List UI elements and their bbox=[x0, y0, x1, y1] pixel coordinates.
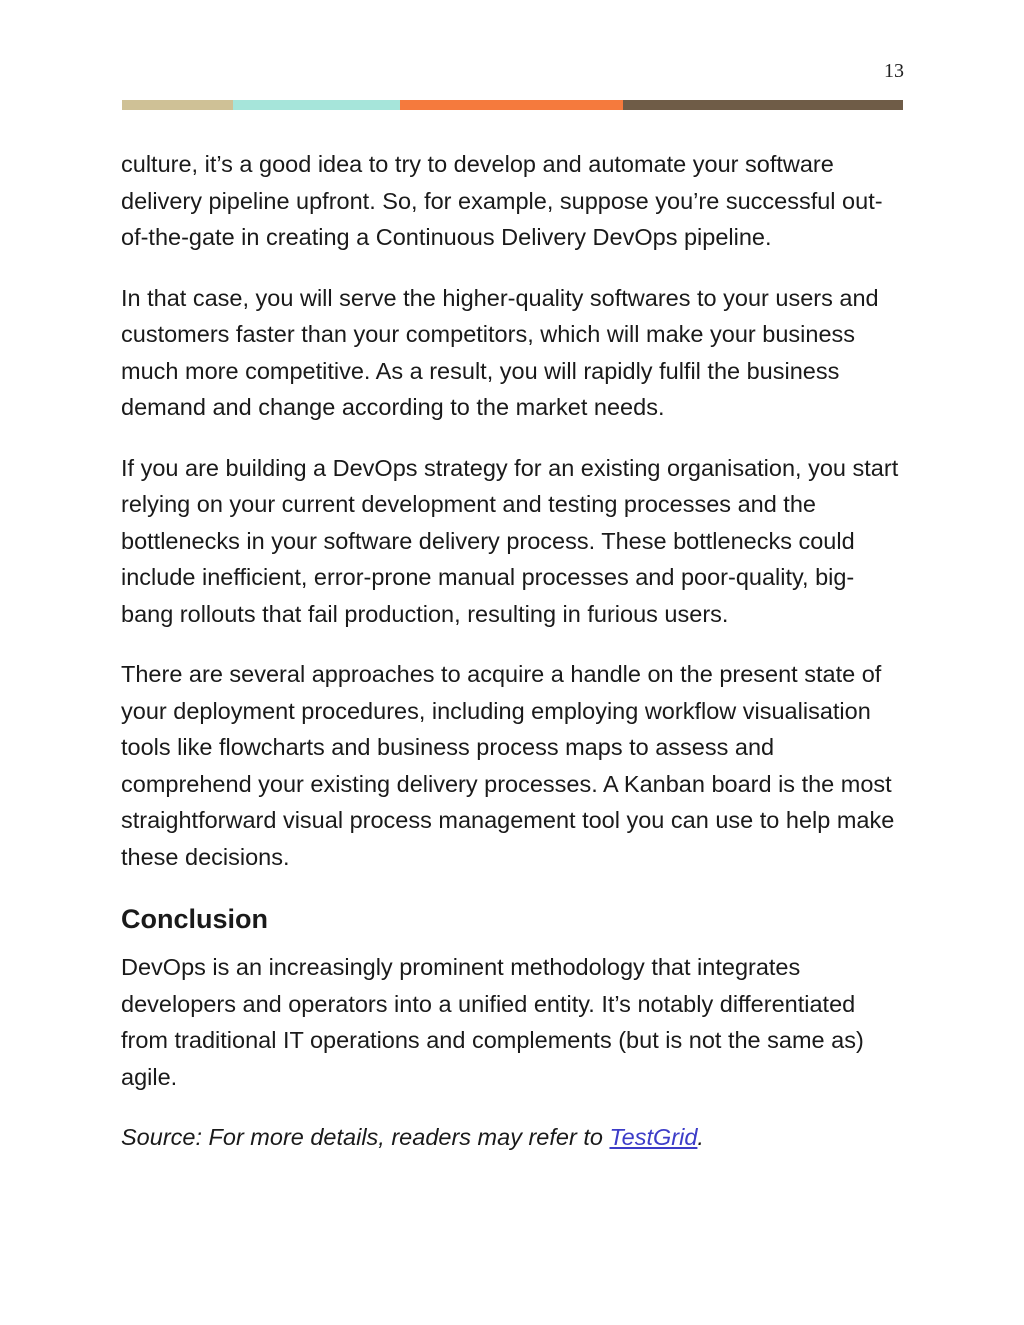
body-paragraph: If you are building a DevOps strategy for an existing organisation, you start relying on your current development and testing processes and the bottlenecks in your software delivery process. These bottlenecks could include inefficient, error-prone manual processes and poor-quality, big-bang rollouts that fail production, resulting in furious users. bbox=[121, 454, 899, 627]
header-color-bar bbox=[122, 100, 903, 110]
source-note bbox=[121, 1119, 906, 1156]
document-body bbox=[121, 146, 906, 1180]
page-number: 13 bbox=[884, 60, 904, 82]
color-bar-segment-brown bbox=[623, 100, 903, 110]
body-paragraph: In that case, you will serve the higher-quality softwares to your users and customers faster than your competitors, which will make your business much more competitive. As a result, you will rapidly fulfil the business demand and change according to the market needs. bbox=[121, 284, 879, 420]
source-suffix: . bbox=[697, 1124, 704, 1150]
color-bar-segment-orange bbox=[400, 100, 623, 110]
testgrid-link[interactable]: TestGrid bbox=[609, 1124, 698, 1150]
body-paragraph: There are several approaches to acquire a handle on the present state of your deployment procedures, including employing workflow visualisation tools like flowcharts and business process maps to assess and comprehend your existing delivery processes. A Kanban board is the most straightforward visual process management tool you can use to help make these decisions. bbox=[121, 661, 895, 870]
source-prefix: Source: For more details, readers may refer to bbox=[121, 1124, 610, 1150]
body-paragraph: culture, it’s a good idea to try to develop and automate your software delivery pipeline upfront. So, for example, suppose you’re successful out-of-the-gate in creating a Continuous Delivery DevOps pipeline. bbox=[121, 151, 883, 250]
color-bar-segment-tan bbox=[122, 100, 233, 110]
conclusion-paragraph: DevOps is an increasingly prominent methodology that integrates developers and operators into a unified entity. It’s notably differentiated from traditional IT operations and complements (but is not the same as) agile. bbox=[121, 954, 864, 1090]
conclusion-heading: Conclusion bbox=[121, 904, 268, 934]
color-bar-segment-teal bbox=[233, 100, 400, 110]
